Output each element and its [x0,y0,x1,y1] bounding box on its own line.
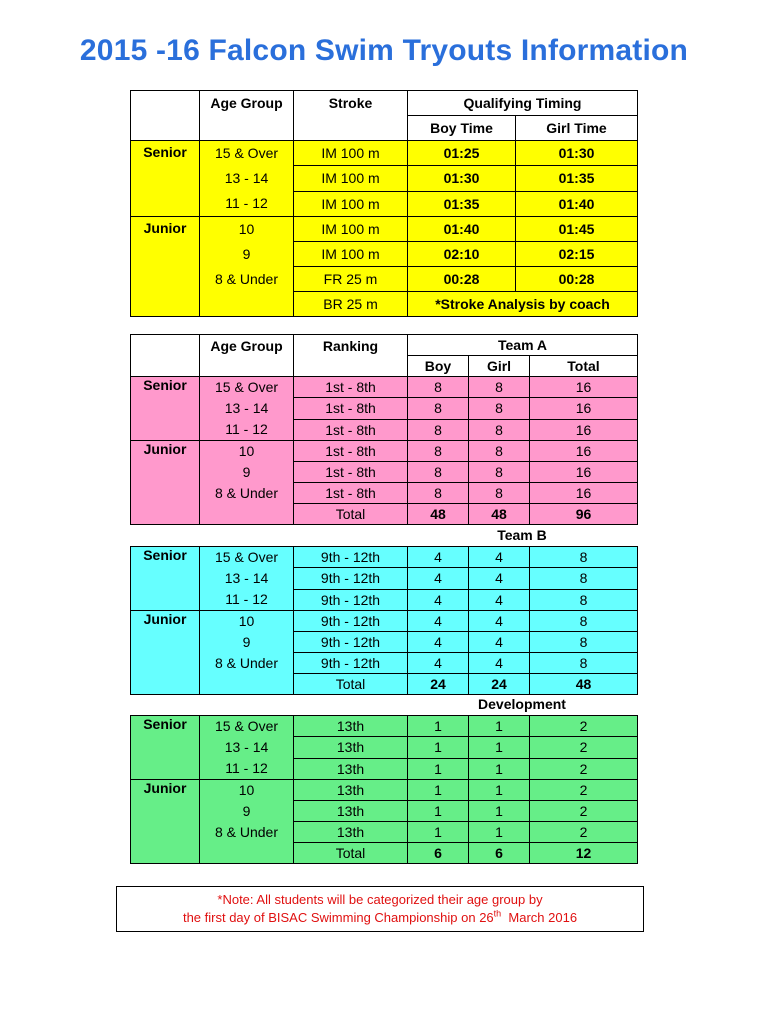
stroke: IM 100 m [294,141,408,166]
total-count: 2 [530,822,638,843]
grand-total: 12 [530,843,638,864]
junior-label: Junior [131,611,200,695]
girl-time: 02:15 [516,242,638,267]
boy-time: 01:30 [408,166,516,191]
girl-count: 1 [469,737,530,758]
ranking: 13th [294,758,408,779]
team-b-title: Team B [497,527,547,543]
ranking: 9th - 12th [294,547,408,568]
girl-count: 1 [469,822,530,843]
age-group: 9 [242,464,251,480]
boy-count: 1 [408,758,469,779]
ranking: 13th [294,780,408,801]
girl-time: 01:45 [516,217,638,242]
junior-label: Junior [131,441,200,525]
girl-total: 6 [469,843,530,864]
age-group-header: Age Group [200,335,294,377]
senior-label: Senior [131,547,200,611]
total-count: 2 [530,758,638,779]
girl-count: 8 [469,441,530,462]
ranking: 13th [294,716,408,737]
boy-count: 8 [408,462,469,483]
total-label: Total [294,843,408,864]
total-count: 8 [530,611,638,632]
age-group: 11 - 12 [225,195,268,211]
grand-total: 96 [530,504,638,525]
boy-total: 24 [408,674,469,695]
boy-count: 1 [408,737,469,758]
senior-label: Senior [131,141,200,217]
boy-time: 01:35 [408,191,516,216]
age-group: 10 [238,613,255,629]
boy-time: 01:25 [408,141,516,166]
age-group: 9 [242,246,251,262]
team-allocation-table [130,334,638,525]
ranking: 1st - 8th [294,441,408,462]
total-count: 16 [530,419,638,440]
girl-total: 24 [469,674,530,695]
girl-count: 4 [469,611,530,632]
boy-count: 8 [408,441,469,462]
ranking: 9th - 12th [294,611,408,632]
team-b-table [130,546,638,695]
ranking: 9th - 12th [294,589,408,610]
age-group: 10 [238,221,255,237]
total-count: 16 [530,462,638,483]
girl-count: 8 [469,462,530,483]
boy-count: 8 [408,483,469,504]
stroke: IM 100 m [294,242,408,267]
note-box [116,886,644,932]
age-group: 11 - 12 [225,421,268,437]
boy-count: 1 [408,716,469,737]
note-line-2-text: the first day of BISAC Swimming Championship on 26 [182,910,494,925]
boy-count: 1 [408,822,469,843]
total-count: 16 [530,483,638,504]
total-count: 2 [530,737,638,758]
stroke-analysis-note: *Stroke Analysis by coach [408,292,638,317]
stroke-header: Stroke [294,91,408,141]
total-count: 16 [530,377,638,398]
age-group: 8 & Under [214,271,279,287]
age-group: 15 & Over [214,718,279,734]
boy-time: 02:10 [408,242,516,267]
stroke: IM 100 m [294,166,408,191]
girl-count: 1 [469,758,530,779]
boy-count: 4 [408,653,469,674]
boy-total: 48 [408,504,469,525]
total-count: 8 [530,568,638,589]
ranking: 13th [294,801,408,822]
total-label: Total [294,674,408,695]
qualifying-timing-table [130,90,638,317]
stroke: IM 100 m [294,191,408,216]
blank-header-cell [131,91,200,141]
total-count: 2 [530,801,638,822]
girl-count: 1 [469,801,530,822]
boy-count: 8 [408,419,469,440]
ranking: 9th - 12th [294,568,408,589]
development-title: Development [478,696,566,712]
age-group: 15 & Over [214,549,279,565]
total-count: 8 [530,653,638,674]
boy-count: 4 [408,611,469,632]
boy-count: 8 [408,398,469,419]
note-ordinal-suffix: th [493,908,502,919]
total-label: Total [294,504,408,525]
girl-count: 8 [469,398,530,419]
age-group: 15 & Over [214,379,279,395]
boy-time-header: Boy Time [408,116,516,141]
total-count: 2 [530,780,638,801]
age-group: 9 [242,634,251,650]
age-group: 8 & Under [214,824,279,840]
girl-count: 1 [469,716,530,737]
age-group: 11 - 12 [225,760,268,776]
age-group: 10 [238,443,255,459]
age-group: 13 - 14 [224,170,269,186]
girl-time: 01:35 [516,166,638,191]
girl-count: 4 [469,589,530,610]
girl-total: 48 [469,504,530,525]
ranking: 13th [294,737,408,758]
grand-total: 48 [530,674,638,695]
girl-count: 1 [469,780,530,801]
ranking: 1st - 8th [294,398,408,419]
blank-header-cell [131,335,200,377]
girl-time: 01:30 [516,141,638,166]
qualifying-timing-header: Qualifying Timing [408,91,638,116]
junior-label: Junior [131,780,200,864]
junior-label: Junior [131,217,200,317]
boy-count: 4 [408,547,469,568]
girl-count: 8 [469,483,530,504]
girl-count: 4 [469,547,530,568]
age-group: 10 [238,782,255,798]
total-header: Total [530,356,638,377]
boy-time: 01:40 [408,217,516,242]
stroke: FR 25 m [294,267,408,292]
team-a-title: Team A [408,335,638,356]
girl-time-header: Girl Time [516,116,638,141]
boy-time: 00:28 [408,267,516,292]
ranking: 9th - 12th [294,653,408,674]
note-line-2 [117,909,643,927]
note-line-2-date: March 2016 [501,910,578,925]
boy-total: 6 [408,843,469,864]
age-group: 9 [242,803,251,819]
total-count: 16 [530,441,638,462]
note-line-1: *Note: All students will be categorized their age group by [217,892,543,907]
boy-count: 1 [408,780,469,801]
girl-time: 01:40 [516,191,638,216]
stroke: BR 25 m [294,292,408,317]
girl-count: 4 [469,632,530,653]
boy-count: 4 [408,632,469,653]
age-group: 11 - 12 [225,591,268,607]
ranking-header: Ranking [294,335,408,377]
ranking: 13th [294,822,408,843]
total-count: 2 [530,716,638,737]
girl-header: Girl [469,356,530,377]
girl-time: 00:28 [516,267,638,292]
ranking: 1st - 8th [294,462,408,483]
total-count: 8 [530,632,638,653]
total-count: 8 [530,547,638,568]
age-group: 15 & Over [214,145,279,161]
stroke: IM 100 m [294,217,408,242]
girl-count: 4 [469,653,530,674]
girl-count: 4 [469,568,530,589]
boy-count: 4 [408,568,469,589]
ranking: 1st - 8th [294,377,408,398]
age-group: 13 - 14 [224,570,269,586]
ranking: 9th - 12th [294,632,408,653]
boy-header: Boy [408,356,469,377]
age-group: 8 & Under [214,485,279,501]
age-group: 8 & Under [214,655,279,671]
page-title: 2015 -16 Falcon Swim Tryouts Information [79,34,689,67]
girl-count: 8 [469,419,530,440]
age-group-header: Age Group [200,91,294,141]
boy-count: 4 [408,589,469,610]
boy-count: 8 [408,377,469,398]
development-table [130,715,638,864]
boy-count: 1 [408,801,469,822]
senior-label: Senior [131,377,200,441]
age-group: 13 - 14 [224,400,269,416]
total-count: 8 [530,589,638,610]
girl-count: 8 [469,377,530,398]
ranking: 1st - 8th [294,419,408,440]
age-group: 13 - 14 [224,739,269,755]
total-count: 16 [530,398,638,419]
ranking: 1st - 8th [294,483,408,504]
senior-label: Senior [131,716,200,780]
